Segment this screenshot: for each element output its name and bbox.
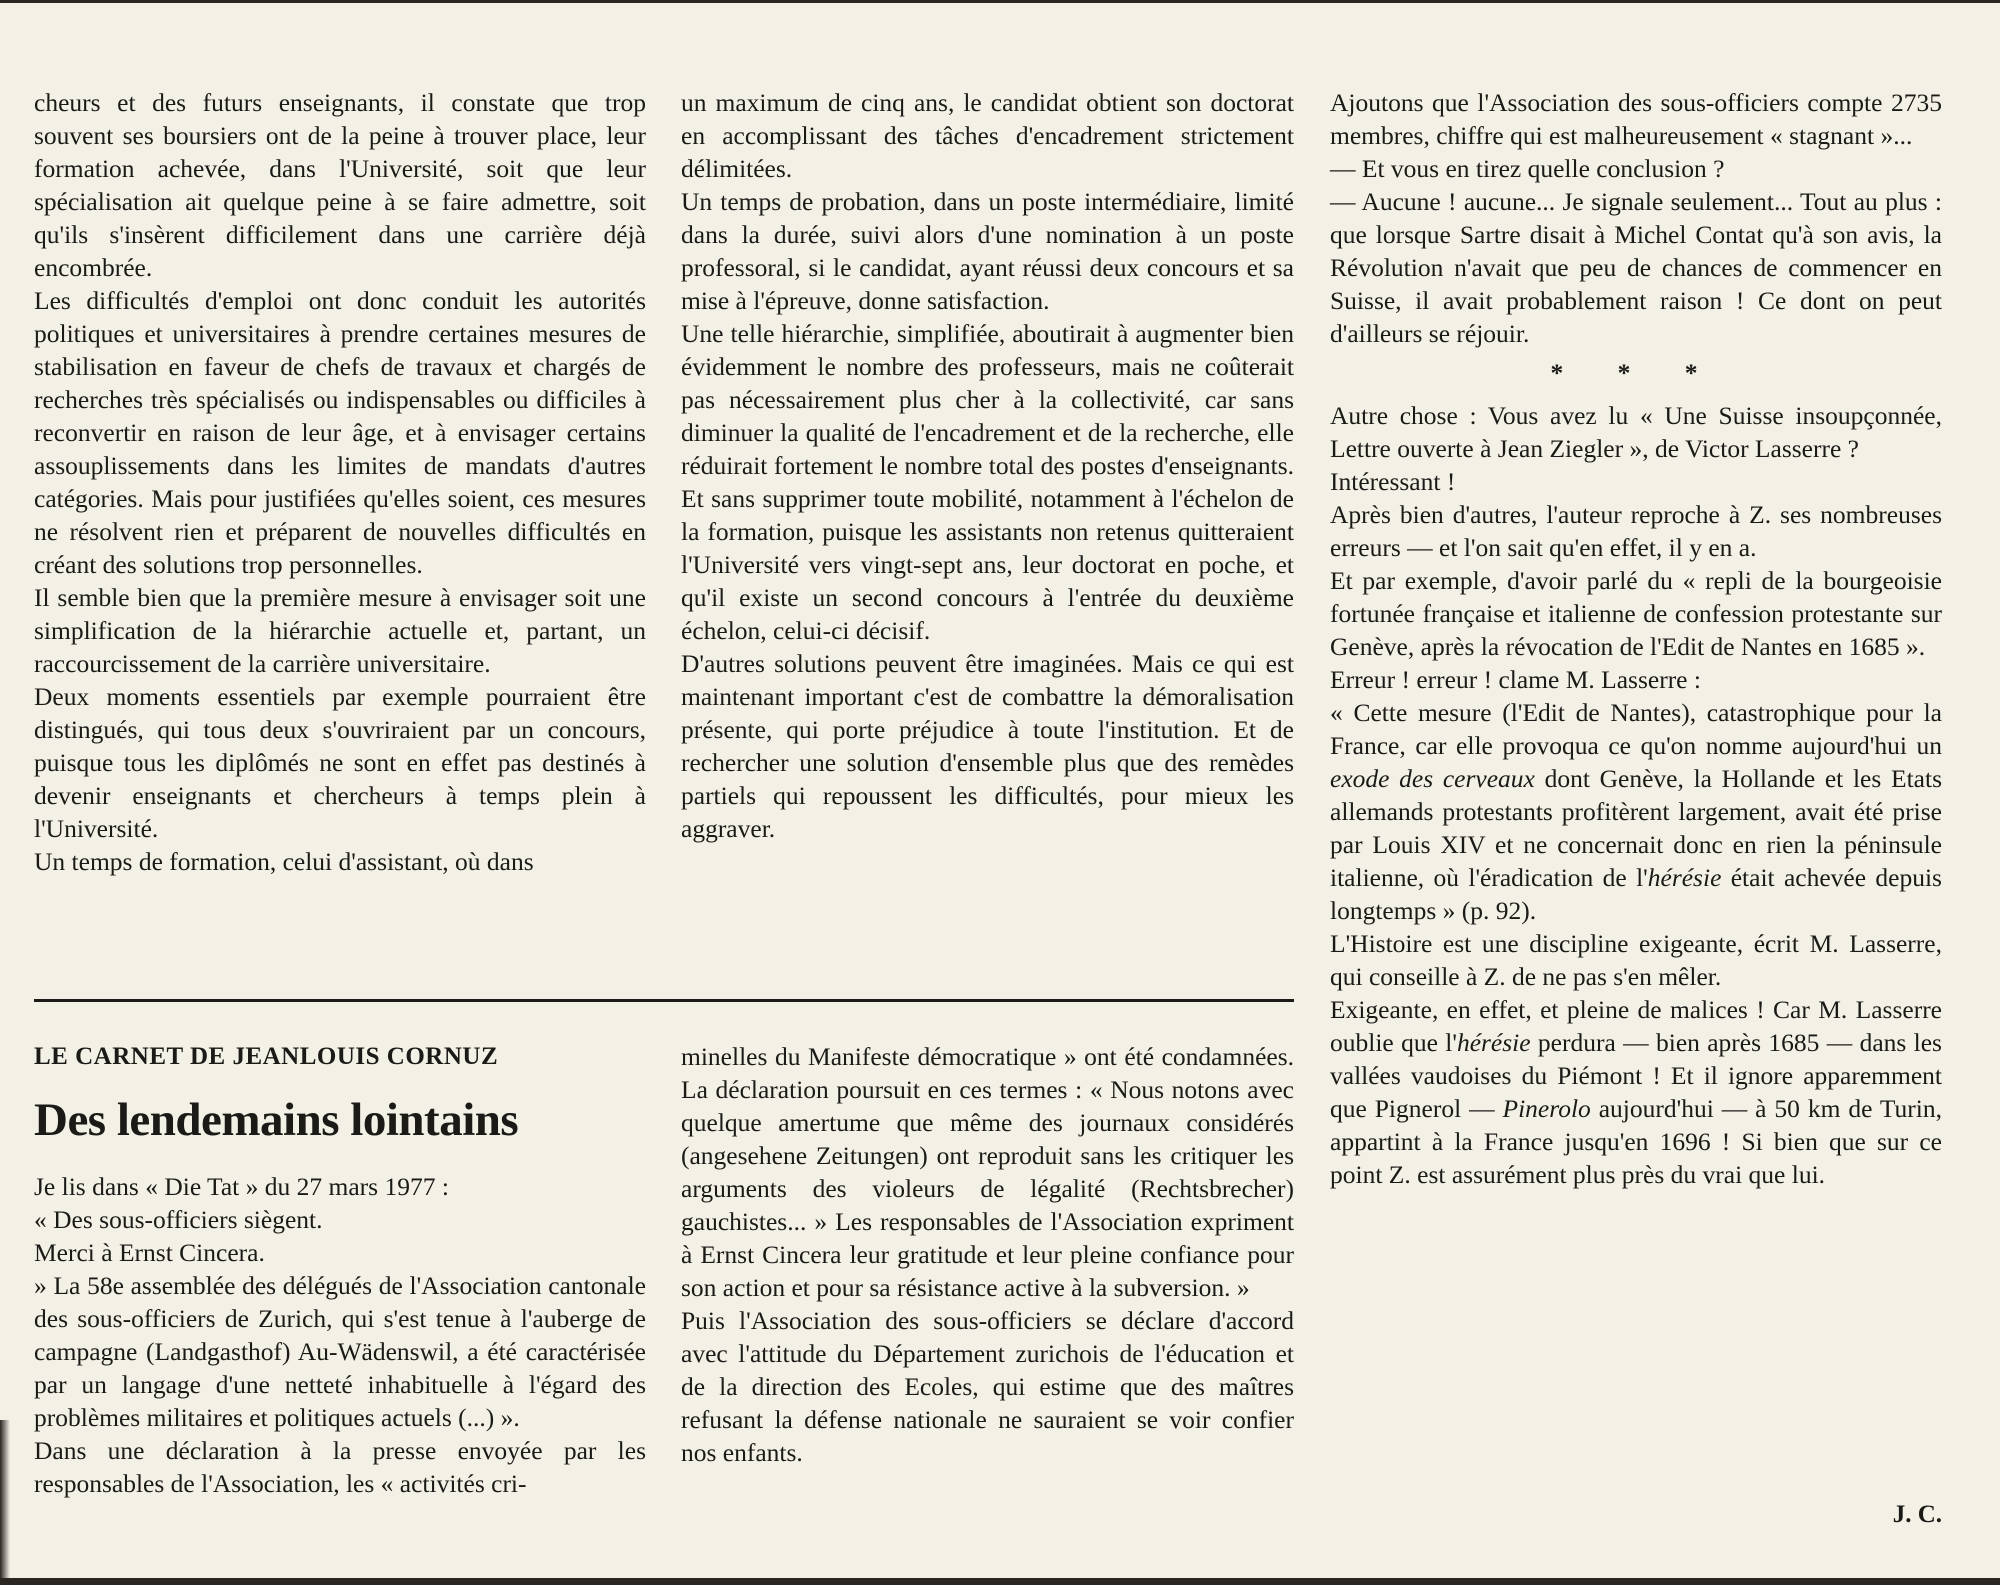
paragraph: D'autres solutions peuvent être imaginées. Mais ce qui est maintenant important c'est de combattre la démoralisation présente, qui porte préjudice à toute l'institution. Et de rechercher une solution d'ensemble plus que des remèdes partiels qui repoussent les difficultés, pour mieux les aggraver. [681, 649, 1294, 843]
paragraph: Je lis dans « Die Tat » du 27 mars 1977 : [34, 1172, 449, 1201]
paragraph: Merci à Ernst Cincera. [34, 1238, 265, 1267]
paragraph: cheurs et des futurs enseignants, il constate que trop souvent ses boursiers ont de la peine à trouver place, leur formation achevée, dans l'Université, soit que leur spécialisation ait quelque peine à se faire admettre, soit qu'ils s'insèrent difficilement dans une carrière déjà encombrée. [34, 88, 646, 282]
paragraph: L'Histoire est une discipline exigeante, écrit M. Lasserre, qui conseille à Z. de ne pas s'en mêler. [1330, 929, 1942, 991]
page-edge-shadow [0, 1420, 10, 1585]
italic-text: exode des cerveaux [1330, 764, 1535, 793]
paragraph: Un temps de probation, dans un poste intermédiaire, limité dans la durée, suivi alors d'une nomination à un poste professoral, si le candidat, ayant réussi deux concours et sa mise à l'épreuve, donne satisfaction. [681, 187, 1294, 315]
column-2-bottom [681, 1040, 1294, 1469]
bottom-rule [0, 1578, 2000, 1585]
column-3 [1330, 86, 1942, 1191]
paragraph: — Aucune ! aucune... Je signale seulement... Tout au plus : que lorsque Sartre disait à Michel Contat qu'à son avis, la Révolution n'avait que peu de chances de commencer en Suisse, il avait probablement raison ! Ce dont on peut d'ailleurs se réjouir. [1330, 187, 1942, 348]
paragraph: — Et vous en tirez quelle conclusion ? [1330, 154, 1725, 183]
paragraph: Dans une déclaration à la presse envoyée par les responsables de l'Association, les « activités cri- [34, 1436, 646, 1498]
text-run: aujourd'hui — à 50 km de Turin, appartint à la France jusqu'en 1696 ! Si bien que sur ce point Z. est assurément plus près du vrai que lui. [1330, 1094, 1943, 1189]
quote-paragraph [1330, 696, 1942, 927]
paragraph: minelles du Manifeste démocratique » ont été condamnées. La déclaration poursuit en ces termes : « Nous notons avec quelque amertume que même des journaux considérés (angesehene Zeitungen) ont reproduit sans les critiquer les arguments des violeurs de légalité (Rechtsbrecher) gauchistes... » Les responsables de l'Association expriment à Ernst Cincera leur gratitude et leur pleine confiance pour son action et pour sa résistance active à la subversion. » [681, 1042, 1294, 1302]
final-paragraph [1330, 993, 1942, 1191]
italic-text: hérésie [1647, 863, 1722, 892]
paragraph: Erreur ! erreur ! clame M. Lasserre : [1330, 665, 1701, 694]
text-run: était achevée depuis longtemps » (p. 92). [1330, 863, 1942, 925]
column-1-bottom [34, 1170, 646, 1500]
paragraph: Et par exemple, d'avoir parlé du « repli de la bourgeoisie fortunée française et italienne de confession protestante sur Genève, après la révocation de l'Edit de Nantes en 1685 ». [1330, 566, 1942, 661]
text-run: « Cette mesure (l'Edit de Nantes), catastrophique pour la France, car elle provoqua ce qu'on nomme aujourd'hui un [1330, 698, 1942, 760]
paragraph: Un temps de formation, celui d'assistant, où dans [34, 847, 534, 876]
top-rule [0, 0, 2000, 3]
paragraph: « Des sous-officiers siègent. [34, 1205, 323, 1234]
column-2-top [681, 86, 1294, 845]
paragraph: Après bien d'autres, l'auteur reproche à Z. ses nombreuses erreurs — et l'on sait qu'en effet, il y en a. [1330, 500, 1942, 562]
article-headline: Des lendemains lointains [34, 1094, 519, 1146]
author-signature: J. C. [1892, 1501, 1942, 1528]
paragraph: Ajoutons que l'Association des sous-officiers compte 2735 membres, chiffre qui est malheureusement « stagnant »... [1330, 88, 1942, 150]
paragraph: Il semble bien que la première mesure à envisager soit une simplification de la hiérarchie actuelle et, partant, un raccourcissement de la carrière universitaire. [34, 583, 646, 678]
paragraph: Puis l'Association des sous-officiers se déclare d'accord avec l'attitude du Département zurichois de l'éducation et de la direction des Ecoles, qui estime que des maîtres refusant la défense nationale ne sauraient se voir confier nos enfants. [681, 1306, 1294, 1467]
paragraph: Autre chose : Vous avez lu « Une Suisse insoupçonnée, Lettre ouverte à Jean Ziegler », de Victor Lasserre ? [1330, 401, 1942, 463]
section-divider [34, 999, 1294, 1002]
italic-text: Pinerolo [1502, 1094, 1591, 1123]
paragraph: Une telle hiérarchie, simplifiée, aboutirait à augmenter bien évidemment le nombre des professeurs, mais ne coûterait pas nécessairement plus cher à la collectivité, car sans diminuer la qualité de l'encadrement et de la recherche, elle réduirait fortement le nombre total des postes d'enseignants. Et sans supprimer toute mobilité, notamment à l'échelon de la formation, puisque les assistants non retenus quitteraient l'Université vers vingt-sept ans, leur doctorat en poche, et qu'il existe un second concours à l'entrée du deuxième échelon, celui-ci décisif. [681, 319, 1294, 645]
italic-text: hérésie [1456, 1028, 1531, 1057]
paragraph: Les difficultés d'emploi ont donc conduit les autorités politiques et universitaires à prendre certaines mesures de stabilisation en faveur de chefs de travaux et chargés de recherches très spécialisés ou indispensables ou difficiles à reconvertir en raison de leur âge, et à envisager certains assouplissements dans les limites de mandats d'autres catégories. Mais pour justifiées qu'elles soient, ces mesures ne résolvent rien et préparent de nouvelles difficultés en créant des solutions trop personnelles. [34, 286, 646, 579]
paragraph: Intéressant ! [1330, 467, 1456, 496]
column-kicker: LE CARNET DE JEANLOUIS CORNUZ [34, 1043, 499, 1070]
text-run: dont Genève, la Hollande et les Etats allemands protestants profitèrent largement, avait été prise par Louis XIV et ne concernait donc en rien la péninsule italienne, où l'éradication de l' [1330, 764, 1942, 892]
section-stars: * * * [1550, 358, 1722, 387]
column-1-top [34, 86, 646, 878]
paragraph: » La 58e assemblée des délégués de l'Association cantonale des sous-officiers de Zurich, qui s'est tenue à l'auberge de campagne (Landgasthof) Au-Wädenswil, a été caractérisée par un langage d'une netteté inhabituelle à l'égard des problèmes militaires et politiques actuels (...) ». [34, 1271, 646, 1432]
text-run: Exigeante, en effet, et pleine de malices ! Car M. Lasserre oublie que l' [1330, 995, 1942, 1057]
text-run: perdura — bien après 1685 — dans les vallées vaudoises du Piémont ! Et il ignore apparemment que Pignerol — [1330, 1028, 1942, 1123]
paragraph: Deux moments essentiels par exemple pourraient être distingués, qui tous deux s'ouvriraient par un concours, puisque tous les diplômés ne sont en effet pas destinés à devenir enseignants et chercheurs à temps plein à l'Université. [34, 682, 646, 843]
paragraph: un maximum de cinq ans, le candidat obtient son doctorat en accomplissant des tâches d'encadrement strictement délimitées. [681, 88, 1294, 183]
